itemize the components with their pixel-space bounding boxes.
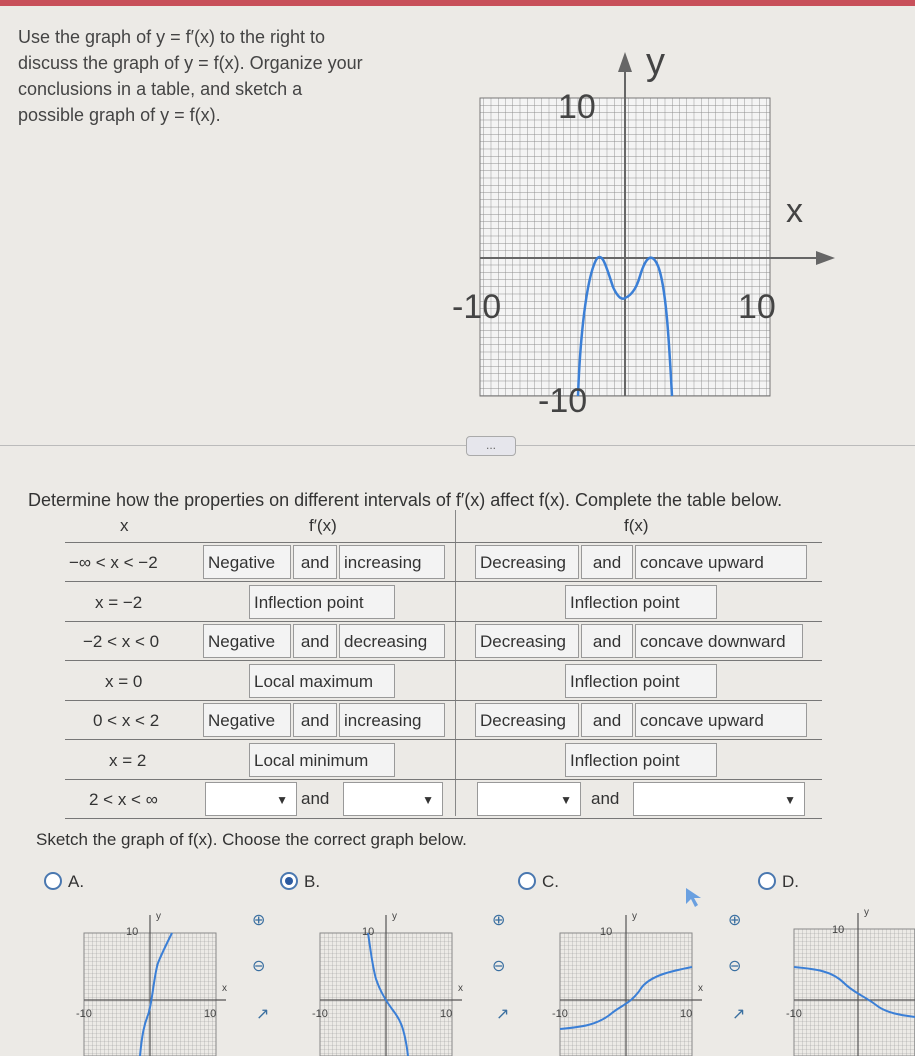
fprime-trend-dropdown[interactable] [343,782,443,816]
f-concavity-field[interactable]: concave upward [635,703,807,737]
and-label: and [581,624,633,658]
thumb-tick: -10 [552,1008,568,1020]
row-interval: 2 < x < ∞ [89,790,158,809]
popout-icon[interactable]: ↗ [732,1006,746,1023]
thumb-y-label: y [632,911,637,922]
f-concavity-dropdown[interactable] [633,782,805,816]
fprime-sign-dropdown[interactable] [205,782,297,816]
and-label: and [581,545,633,579]
table-row [65,542,822,582]
option-b[interactable] [280,872,320,892]
fprime-point-field[interactable]: Inflection point [249,585,395,619]
row-point: x = 0 [105,672,143,691]
row-point: x = 2 [109,751,147,770]
thumb-y-label: y [392,911,397,922]
graph-option-a[interactable] [76,905,236,1056]
zoom-out-icon[interactable]: ⊖ [492,958,506,975]
table-instruction: Determine how the properties on different intervals of f′(x) affect f(x). Complete the table below. [28,490,783,510]
header-x: x [120,516,129,535]
thumb-tick: -10 [76,1008,92,1020]
f-direction-dropdown[interactable] [477,782,581,816]
sketch-prompt: Sketch the graph of f(x). Choose the correct graph below. [36,830,467,849]
radio-b[interactable] [280,872,298,890]
fprime-sign-field[interactable]: Negative [203,703,291,737]
top-accent-bar [0,0,915,6]
prompt-line: Use the graph of y = f′(x) to the right to [18,27,326,47]
x-axis-label: x [786,192,803,230]
thumb-tick: -10 [312,1008,328,1020]
popout-icon[interactable]: ↗ [256,1006,270,1023]
option-label: C. [542,872,559,891]
table-row [65,700,822,740]
row-point: x = −2 [95,593,143,612]
thumb-tick: 10 [600,926,613,938]
option-label: A. [68,872,85,891]
header-f: f(x) [624,516,649,535]
fprime-trend-field[interactable]: decreasing [339,624,445,658]
prompt-line: conclusions in a table, and sketch a [18,79,303,99]
row-interval: 0 < x < 2 [93,711,160,730]
table-row [65,779,822,819]
fprime-sign-field[interactable]: Negative [203,624,291,658]
chevron-down-icon: ▼ [784,793,796,807]
thumb-x-label: x [458,983,463,994]
fprime-point-field[interactable]: Local minimum [249,743,395,777]
prompt-line: possible graph of y = f(x). [18,105,221,125]
and-label: and [293,624,337,658]
y-axis-arrow [618,52,632,72]
f-point-field[interactable]: Inflection point [565,585,717,619]
and-label: and [581,703,633,737]
f-point-field[interactable]: Inflection point [565,743,717,777]
f-direction-field[interactable]: Decreasing [475,624,579,658]
fprime-trend-field[interactable]: increasing [339,703,445,737]
more-button[interactable]: ... [466,436,516,456]
derivative-graph [440,40,840,420]
fprime-trend-field[interactable]: increasing [339,545,445,579]
header-fprime: f′(x) [309,516,337,535]
f-concavity-field[interactable]: concave downward [635,624,803,658]
thumb-x-label: x [222,983,227,994]
and-label: and [591,789,620,808]
thumb-tick: 10 [680,1008,693,1020]
and-label: and [301,789,330,808]
f-concavity-field[interactable]: concave upward [635,545,807,579]
chevron-down-icon: ▼ [422,793,434,807]
graph-option-b[interactable] [312,905,472,1056]
problem-prompt [18,24,403,128]
option-d[interactable] [758,872,799,892]
section-divider [0,445,915,446]
prompt-line: discuss the graph of y = f(x). Organize your [18,53,363,73]
thumb-tick: 10 [440,1008,453,1020]
thumb-x-label: x [698,983,703,994]
x-tick-left: -10 [452,288,502,326]
fprime-point-field[interactable]: Local maximum [249,664,395,698]
radio-a[interactable] [44,872,62,890]
thumb-tick: 10 [126,926,139,938]
table-row [65,741,822,779]
radio-d[interactable] [758,872,776,890]
fprime-sign-field[interactable]: Negative [203,545,291,579]
y-tick-top: 10 [558,88,596,126]
thumb-grid [794,929,915,1056]
graph-option-d[interactable] [786,905,915,1056]
and-label: and [293,545,337,579]
option-label: D. [782,872,799,891]
f-direction-field[interactable]: Decreasing [475,703,579,737]
thumb-tick: 10 [362,926,375,938]
zoom-out-icon[interactable]: ⊖ [252,958,266,975]
y-axis-label: y [646,41,665,83]
table-row [65,621,822,661]
f-direction-field[interactable]: Decreasing [475,545,579,579]
x-axis-arrow [816,251,835,265]
radio-c[interactable] [518,872,536,890]
x-tick-right: 10 [738,288,776,326]
table-row [65,583,822,621]
chevron-down-icon: ▼ [560,793,572,807]
y-tick-bottom: -10 [538,382,588,420]
thumb-tick: 10 [204,1008,217,1020]
thumb-y-label: y [864,907,869,918]
f-point-field[interactable]: Inflection point [565,664,717,698]
option-c[interactable] [518,872,559,892]
thumb-y-label: y [156,911,161,922]
option-a[interactable] [44,872,84,892]
chevron-down-icon: ▼ [276,793,288,807]
thumb-tick: 10 [832,924,845,936]
popout-icon[interactable]: ↗ [496,1006,510,1023]
and-label: and [293,703,337,737]
option-label: B. [304,872,321,891]
row-interval: −2 < x < 0 [83,632,160,651]
zoom-in-icon[interactable]: ⊕ [492,912,506,929]
row-interval: −∞ < x < −2 [69,553,158,572]
table-row [65,662,822,700]
graph-option-c[interactable] [552,905,712,1056]
zoom-in-icon[interactable]: ⊕ [252,912,266,929]
zoom-in-icon[interactable]: ⊕ [728,912,742,929]
thumb-tick: -10 [786,1008,802,1020]
zoom-out-icon[interactable]: ⊖ [728,958,742,975]
